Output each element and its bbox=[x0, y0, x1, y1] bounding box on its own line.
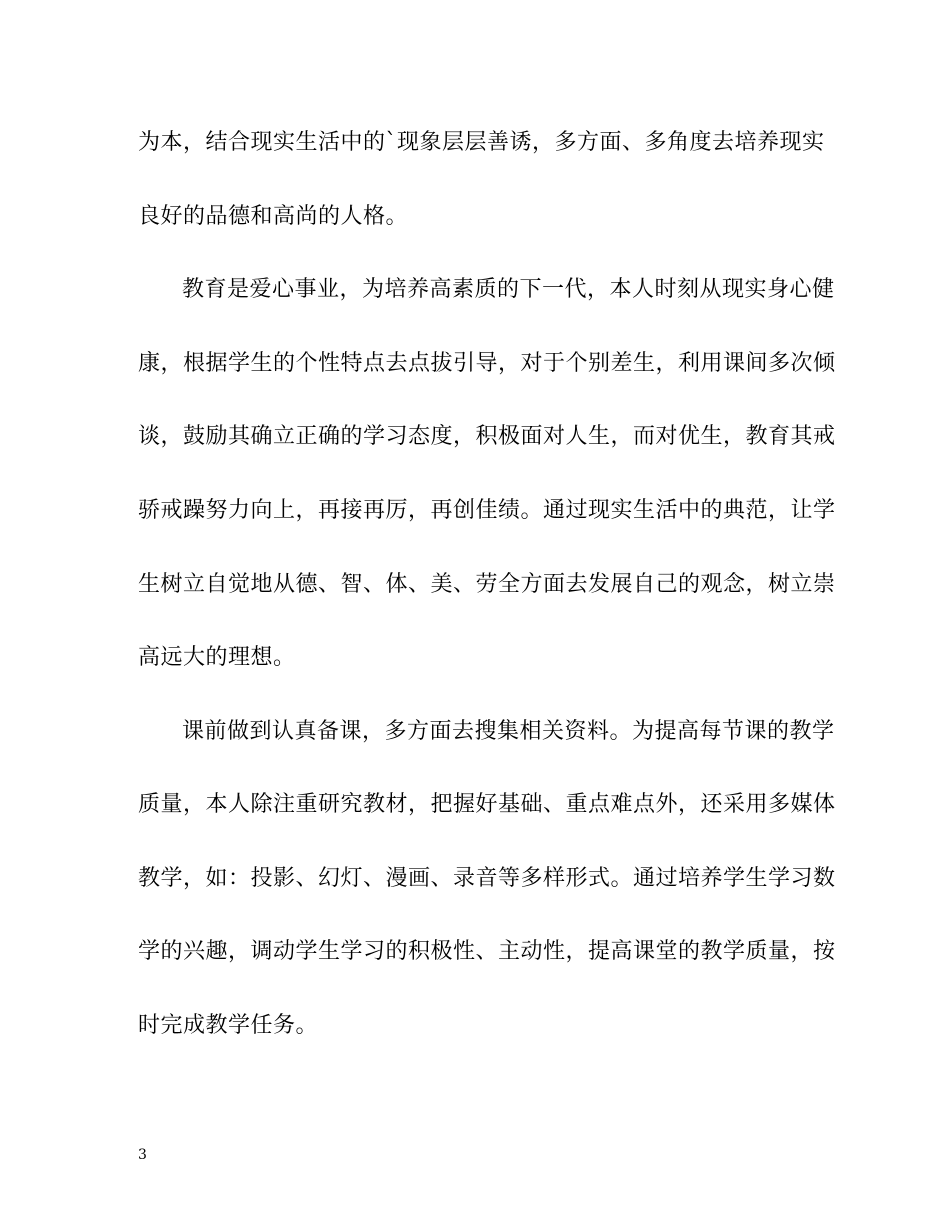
page-number: 3 bbox=[138, 1147, 147, 1163]
text-line: 教学，如：投影、幻灯、漫画、录音等多样形式。通过培养学生学习数 bbox=[138, 866, 836, 891]
text-line: 质量，本人除注重研究教材，把握好基础、重点难点外，还采用多媒体 bbox=[138, 792, 836, 817]
text-line: 良好的品德和高尚的人格。 bbox=[138, 204, 409, 229]
text-line: 为本，结合现实生活中的`现象层层善诱，多方面、多角度去培养现实 bbox=[138, 130, 825, 155]
paragraph-start-line: 教育是爱心事业，为培养高素质的下一代，本人时刻从现实身心健 bbox=[182, 277, 835, 302]
text-line: 时完成教学任务。 bbox=[138, 1013, 319, 1038]
text-line: 康，根据学生的个性特点去点拔引导，对于个别差生，利用课间多次倾 bbox=[138, 351, 836, 376]
paragraph-start-line: 课前做到认真备课，多方面去搜集相关资料。为提高每节课的教学 bbox=[182, 719, 835, 744]
text-line: 高远大的理想。 bbox=[138, 645, 296, 670]
text-line: 生树立自觉地从德、智、体、美、劳全方面去发展自己的观念，树立崇 bbox=[138, 572, 836, 597]
text-line: 骄戒躁努力向上，再接再厉，再创佳绩。通过现实生活中的典范，让学 bbox=[138, 498, 836, 523]
text-line: 谈，鼓励其确立正确的学习态度，积极面对人生，而对优生，教育其戒 bbox=[138, 424, 836, 449]
text-line: 学的兴趣，调动学生学习的积极性、主动性，提高课堂的教学质量，按 bbox=[138, 939, 836, 964]
